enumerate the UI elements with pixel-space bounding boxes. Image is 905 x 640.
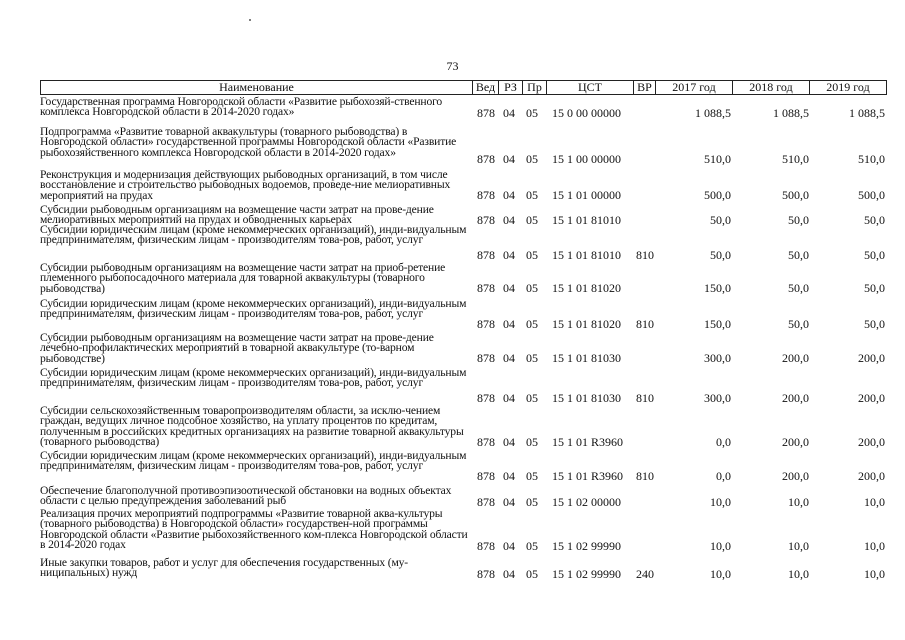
row-name: Обеспечение благополучной противоэпизоотической обстановки на водных объектах области с целью предупреждения заболеваний рыб (40, 484, 452, 508)
table-row (40, 558, 890, 580)
cell-rz: 04 (503, 317, 515, 331)
cell-rz: 04 (503, 391, 515, 405)
cell-y2019: 50,0 (864, 281, 885, 295)
cell-cst: 15 0 00 00000 (552, 106, 621, 120)
cell-rz: 04 (503, 469, 515, 483)
cell-rz: 04 (503, 539, 515, 553)
cell-rz: 04 (503, 213, 515, 227)
cell-y2018: 10,0 (788, 567, 809, 581)
cell-pr: 05 (526, 495, 538, 509)
row-name: Государственная программа Новгородской области «Развитие рыбохозяй-ственного комплекса Новгородской области в 2014-2020 годах» (40, 95, 443, 119)
table-row (40, 486, 890, 508)
cell-y2017: 1 088,5 (695, 106, 731, 120)
cell-y2017: 510,0 (704, 152, 731, 166)
table-row (40, 406, 890, 450)
cell-y2019: 200,0 (858, 469, 885, 483)
table-row (40, 205, 890, 225)
table-row (40, 170, 890, 203)
cell-cst: 15 1 02 99990 (552, 539, 621, 553)
cell-pr: 05 (526, 213, 538, 227)
cell-ved: 878 (477, 152, 495, 166)
cell-y2019: 510,0 (858, 152, 885, 166)
cell-cst: 15 1 01 81020 (552, 281, 621, 295)
table-row (40, 299, 890, 331)
cell-y2018: 510,0 (782, 152, 809, 166)
table-row (40, 333, 890, 368)
cell-y2017: 150,0 (704, 317, 731, 331)
cell-ved: 878 (477, 351, 495, 365)
header-cst: ЦСТ (547, 81, 634, 94)
cell-cst: 15 1 01 81030 (552, 391, 621, 405)
cell-ved: 878 (477, 188, 495, 202)
cell-vr: 240 (636, 567, 654, 581)
table-header (40, 80, 887, 95)
table-row (40, 263, 890, 296)
cell-y2018: 50,0 (788, 248, 809, 262)
cell-y2017: 300,0 (704, 391, 731, 405)
cell-y2019: 10,0 (864, 539, 885, 553)
row-name: Иные закупки товаров, работ и услуг для обеспечения государственных (му-ниципальных) нужд (40, 556, 409, 580)
cell-y2018: 50,0 (788, 281, 809, 295)
cell-cst: 15 1 02 99990 (552, 567, 621, 581)
cell-y2019: 50,0 (864, 248, 885, 262)
cell-y2019: 200,0 (858, 351, 885, 365)
cell-rz: 04 (503, 281, 515, 295)
header-pr: Пр (523, 81, 547, 94)
cell-pr: 05 (526, 188, 538, 202)
header-rz: РЗ (499, 81, 523, 94)
cell-cst: 15 1 01 R3960 (552, 469, 624, 483)
cell-pr: 05 (526, 248, 538, 262)
cell-cst: 15 1 01 81010 (552, 213, 621, 227)
cell-cst: 15 1 00 00000 (552, 152, 621, 166)
cell-vr: 810 (636, 248, 654, 262)
cell-y2017: 0,0 (716, 435, 731, 449)
cell-pr: 05 (526, 351, 538, 365)
row-name: Субсидии рыбоводным организациям на возмещение части затрат на приоб-ретение племенного рыбопосадочного материала для товарной аквакультуры (товарного рыбоводства) (40, 261, 446, 295)
cell-y2019: 50,0 (864, 213, 885, 227)
cell-vr: 810 (636, 391, 654, 405)
row-name: Субсидии юридическим лицам (кроме некоммерческих организаций), инди-видуальным предпринимателям, физическим лицам - производителям това-ров, работ, услуг (40, 449, 467, 473)
cell-y2018: 50,0 (788, 317, 809, 331)
table-row (40, 509, 890, 553)
cell-cst: 15 1 02 00000 (552, 495, 621, 509)
header-ved: Вед (473, 81, 499, 94)
cell-y2017: 10,0 (710, 567, 731, 581)
table-row (40, 368, 890, 405)
cell-cst: 15 1 01 00000 (552, 188, 621, 202)
row-name: Реконструкция и модернизация действующих рыбоводных организаций, в том числе восстановление и строительство рыбоводных водоемов, проведе-ние мелиоративных мероприятий на прудах (40, 168, 451, 202)
cell-y2019: 50,0 (864, 317, 885, 331)
cell-y2017: 10,0 (710, 539, 731, 553)
cell-ved: 878 (477, 469, 495, 483)
row-name: Субсидии юридическим лицам (кроме некоммерческих организаций), инди-видуальным предпринимателям, физическим лицам - производителям това-ров, работ, услуг (40, 297, 467, 321)
stray-dot (249, 19, 251, 21)
cell-rz: 04 (503, 435, 515, 449)
table-row (40, 97, 890, 119)
cell-cst: 15 1 01 81030 (552, 351, 621, 365)
cell-cst: 15 1 01 81020 (552, 317, 621, 331)
cell-y2018: 10,0 (788, 495, 809, 509)
cell-ved: 878 (477, 281, 495, 295)
cell-y2019: 1 088,5 (849, 106, 885, 120)
cell-ved: 878 (477, 391, 495, 405)
cell-y2018: 200,0 (782, 391, 809, 405)
header-vr: ВР (634, 81, 656, 94)
cell-y2018: 200,0 (782, 435, 809, 449)
cell-cst: 15 1 01 R3960 (552, 435, 624, 449)
row-name: Субсидии сельскохозяйственным товаропроизводителям области, за исклю-чением граждан, ведущих личное подсобное хозяйство, на уплату процентов по кредитам, полученным в российских кредитных организациях на развитие товарной аквакультуры (товарного рыбоводства) (40, 404, 464, 449)
row-name: Субсидии юридическим лицам (кроме некоммерческих организаций), инди-видуальным предпринимателям, физическим лицам - производителям това-ров, работ, услуг (40, 223, 467, 247)
cell-y2018: 200,0 (782, 351, 809, 365)
cell-y2019: 500,0 (858, 188, 885, 202)
cell-y2019: 10,0 (864, 495, 885, 509)
cell-y2018: 1 088,5 (773, 106, 809, 120)
cell-y2017: 50,0 (710, 213, 731, 227)
cell-rz: 04 (503, 152, 515, 166)
cell-y2017: 150,0 (704, 281, 731, 295)
table-row (40, 451, 890, 485)
cell-ved: 878 (477, 317, 495, 331)
cell-pr: 05 (526, 152, 538, 166)
cell-pr: 05 (526, 106, 538, 120)
cell-pr: 05 (526, 539, 538, 553)
cell-ved: 878 (477, 248, 495, 262)
header-2017: 2017 год (656, 81, 733, 94)
page-number: 73 (446, 59, 459, 73)
cell-pr: 05 (526, 469, 538, 483)
cell-pr: 05 (526, 435, 538, 449)
cell-vr: 810 (636, 469, 654, 483)
cell-rz: 04 (503, 567, 515, 581)
row-name: Субсидии юридическим лицам (кроме некоммерческих организаций), инди-видуальным предпринимателям, физическим лицам - производителям това-ров, работ, услуг (40, 366, 467, 390)
cell-pr: 05 (526, 567, 538, 581)
cell-y2018: 500,0 (782, 188, 809, 202)
cell-vr: 810 (636, 317, 654, 331)
cell-rz: 04 (503, 188, 515, 202)
cell-cst: 15 1 01 81010 (552, 248, 621, 262)
cell-ved: 878 (477, 435, 495, 449)
cell-rz: 04 (503, 106, 515, 120)
cell-y2019: 200,0 (858, 435, 885, 449)
table-row (40, 127, 890, 167)
cell-rz: 04 (503, 495, 515, 509)
cell-pr: 05 (526, 317, 538, 331)
cell-y2017: 300,0 (704, 351, 731, 365)
cell-y2019: 10,0 (864, 567, 885, 581)
cell-y2017: 0,0 (716, 469, 731, 483)
cell-y2018: 200,0 (782, 469, 809, 483)
cell-y2017: 500,0 (704, 188, 731, 202)
cell-rz: 04 (503, 351, 515, 365)
row-name: Реализация прочих мероприятий подпрограммы «Развитие товарной аква-культуры (товарного рыбоводства) в Новгородской области» государствен-ной программы Новгородской области «Развитие рыбохозяйственного ком-плекса Новгородской области в 2014-2020 годах (40, 507, 468, 552)
cell-y2017: 10,0 (710, 495, 731, 509)
cell-y2019: 200,0 (858, 391, 885, 405)
header-name: Наименование (41, 81, 473, 94)
cell-ved: 878 (477, 539, 495, 553)
row-name: Субсидии рыбоводным организациям на возмещение части затрат на прове-дение лечебно-профилактических мероприятий в товарной аквакультуре (то-варном рыбоводстве) (40, 331, 434, 365)
header-2019: 2019 год (826, 80, 870, 94)
cell-pr: 05 (526, 391, 538, 405)
header-2018: 2018 год (733, 81, 810, 94)
cell-ved: 878 (477, 495, 495, 509)
cell-rz: 04 (503, 248, 515, 262)
row-name: Подпрограмма «Развитие товарной аквакультуры (товарного рыбоводства) в Новгородской области» государственной программы Новгородской области «Развитие рыбохозяйственного комплекса Новгородской области в 2014-2020 годах» (40, 125, 457, 159)
cell-pr: 05 (526, 281, 538, 295)
row-name: Субсидии рыбоводным организациям на возмещение части затрат на прове-дение мелиоративных мероприятий на прудах и обводненных карьерах (40, 203, 434, 227)
table-row (40, 225, 890, 262)
cell-y2018: 10,0 (788, 539, 809, 553)
cell-y2018: 50,0 (788, 213, 809, 227)
cell-ved: 878 (477, 567, 495, 581)
cell-y2017: 50,0 (710, 248, 731, 262)
cell-ved: 878 (477, 213, 495, 227)
cell-ved: 878 (477, 106, 495, 120)
